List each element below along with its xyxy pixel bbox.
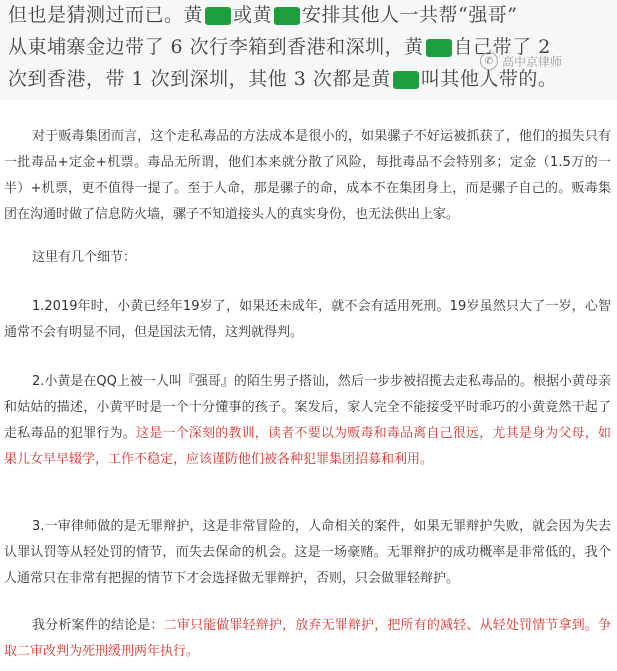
paragraph-detail-1: 1.2019年时，小黄已经年19岁了，如果还未成年，就不会有适用死刑。19岁虽然只大了一岁，心智通常不会有明显不同，但是国法无情，这判就得判。 xyxy=(4,299,611,340)
scan-text: 叫其他人带的。 xyxy=(420,68,558,90)
scanned-document-image xyxy=(0,0,617,100)
conclusion-lead: 我分析案件的结论是： xyxy=(32,618,164,633)
paragraph-conclusion xyxy=(4,613,611,665)
paragraph-details-heading: 这里有几个细节： xyxy=(32,250,137,265)
watermark xyxy=(480,52,562,70)
scan-text: 安排其他人一共帮“强哥” xyxy=(302,4,518,26)
detail-2-text: 2.小黄是在QQ上被一人叫『强哥』的陌生男子搭讪，然后一步步被招揽去走私毒品的。根据小黄母亲和姑姑的描述，小黄平时是一个十分懂事的孩子。案发后，家人完全不能接受平时乖巧的小黄竟然干起了走私毒品的犯罪行为。 xyxy=(4,374,611,441)
redaction-mark xyxy=(393,71,419,89)
redaction-mark xyxy=(274,7,300,25)
paragraph-detail-3: 3.一审律师做的是无罪辩护，这是非常冒险的，人命相关的案件，如果无罪辩护失败，就会因为失去认罪认罚等从轻处罚的情节，而失去保命的机会。这是一场豪赌。无罪辩护的成功概率是非常低的，我个人通常只在非常有把握的情节下才会选择做无罪辩护，否则，只会做罪轻辩护。 xyxy=(4,519,611,586)
redaction-mark xyxy=(205,7,231,25)
paragraph-cost: 对于贩毒集团而言，这个走私毒品的方法成本是很小的，如果骡子不好运被抓获了，他们的损失只有一批毒品+定金+机票。毒品无所谓，他们本来就分散了风险，每批毒品不会特别多；定金（1.5万的一半）+机票，更不值得一提了。至于人命，那是骡子的命，成本不在集团身上，而是骡子自己的。贩毒集团在沟通时做了信息防火墙，骡子不知道接头人的真实身份，也无法供出上家。 xyxy=(4,129,611,222)
scan-text: 自己带了 2 xyxy=(453,36,551,58)
scan-text: 或黄 xyxy=(233,4,273,26)
redaction-mark xyxy=(426,39,452,57)
scan-line-3 xyxy=(8,64,557,94)
conclusion-text: 二审只能做罪轻辩护，放弃无罪辩护，把所有的减轻、从轻处罚情节拿到。争取二审改判为死刑缓刑两年执行。 xyxy=(4,618,611,659)
scan-line-2 xyxy=(8,32,551,62)
detail-2-warning: 这是一个深刻的教训，读者不要以为贩毒和毒品离自己很远，尤其是身为父母，如果儿女早早辍学，工作不稳定，应该谨防他们被各种犯罪集团招募和利用。 xyxy=(4,426,611,467)
scan-text: 次到香港，带 1 次到深圳，其他 3 次都是黄 xyxy=(8,68,391,90)
scan-text: 但也是猜测过而已。黄 xyxy=(8,4,204,26)
scan-line-1 xyxy=(8,0,517,30)
scan-text: 从東埔寨金边带了 6 次行李箱到香港和深圳，黄 xyxy=(8,36,424,58)
wechat-icon: ✆ xyxy=(480,52,498,70)
paragraph-detail-2 xyxy=(4,369,611,473)
watermark-label: 高中京律师 xyxy=(502,54,563,69)
